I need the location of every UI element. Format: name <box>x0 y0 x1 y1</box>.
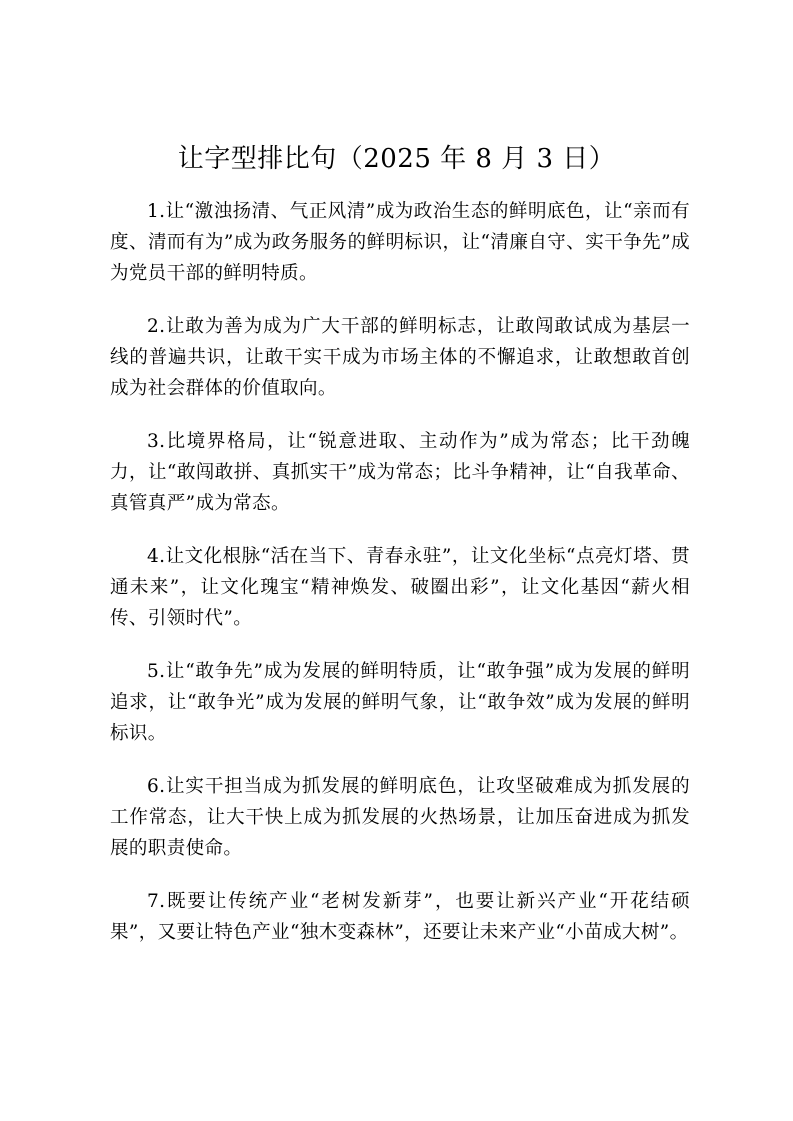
paragraph-3 <box>110 426 690 519</box>
paragraph-4 <box>110 541 690 634</box>
paragraph-text: 让“敢争先”成为发展的鲜明特质，让“敢争强”成为发展的鲜明追求，让“敢争光”成为发展的鲜明气象，让“敢争效”成为发展的鲜明标识。 <box>110 661 690 744</box>
paragraph-number: 7. <box>147 891 166 912</box>
paragraph-5 <box>110 656 690 749</box>
paragraph-number: 6. <box>147 776 166 797</box>
paragraph-2 <box>110 311 690 404</box>
paragraph-number: 5. <box>147 661 166 682</box>
document-body <box>110 196 690 970</box>
paragraph-text: 既要让传统产业“老树发新芽”，也要让新兴产业“开花结硕果”，又要让特色产业“独木变森林”，还要让未来产业“小苗成大树”。 <box>110 891 690 943</box>
paragraph-text: 让“激浊扬清、气正风清”成为政治生态的鲜明底色，让“亲而有度、清而有为”成为政务服务的鲜明标识，让“清廉自守、实干争先”成为党员干部的鲜明特质。 <box>110 201 690 284</box>
paragraph-text: 让文化根脉“活在当下、青春永驻”，让文化坐标“点亮灯塔、贯通未来”，让文化瑰宝“精神焕发、破圈出彩”，让文化基因“薪火相传、引领时代”。 <box>110 546 690 629</box>
paragraph-number: 1. <box>147 201 166 222</box>
paragraph-7 <box>110 886 690 948</box>
paragraph-number: 4. <box>147 546 166 567</box>
paragraph-number: 2. <box>147 316 166 337</box>
paragraph-6 <box>110 771 690 864</box>
paragraph-text: 让敢为善为成为广大干部的鲜明标志，让敢闯敢试成为基层一线的普遍共识，让敢干实干成为市场主体的不懈追求，让敢想敢首创成为社会群体的价值取向。 <box>110 316 690 399</box>
document-title: 让字型排比句（2025 年 8 月 3 日） <box>177 144 616 174</box>
paragraph-text: 比境界格局，让“锐意进取、主动作为”成为常态；比干劲魄力，让“敢闯敢拼、真抓实干”成为常态；比斗争精神，让“自我革命、真管真严”成为常态。 <box>110 431 690 514</box>
paragraph-text: 让实干担当成为抓发展的鲜明底色，让攻坚破难成为抓发展的工作常态，让大干快上成为抓发展的火热场景，让加压奋进成为抓发展的职责使命。 <box>110 776 690 859</box>
paragraph-1 <box>110 196 690 289</box>
paragraph-number: 3. <box>147 431 166 452</box>
